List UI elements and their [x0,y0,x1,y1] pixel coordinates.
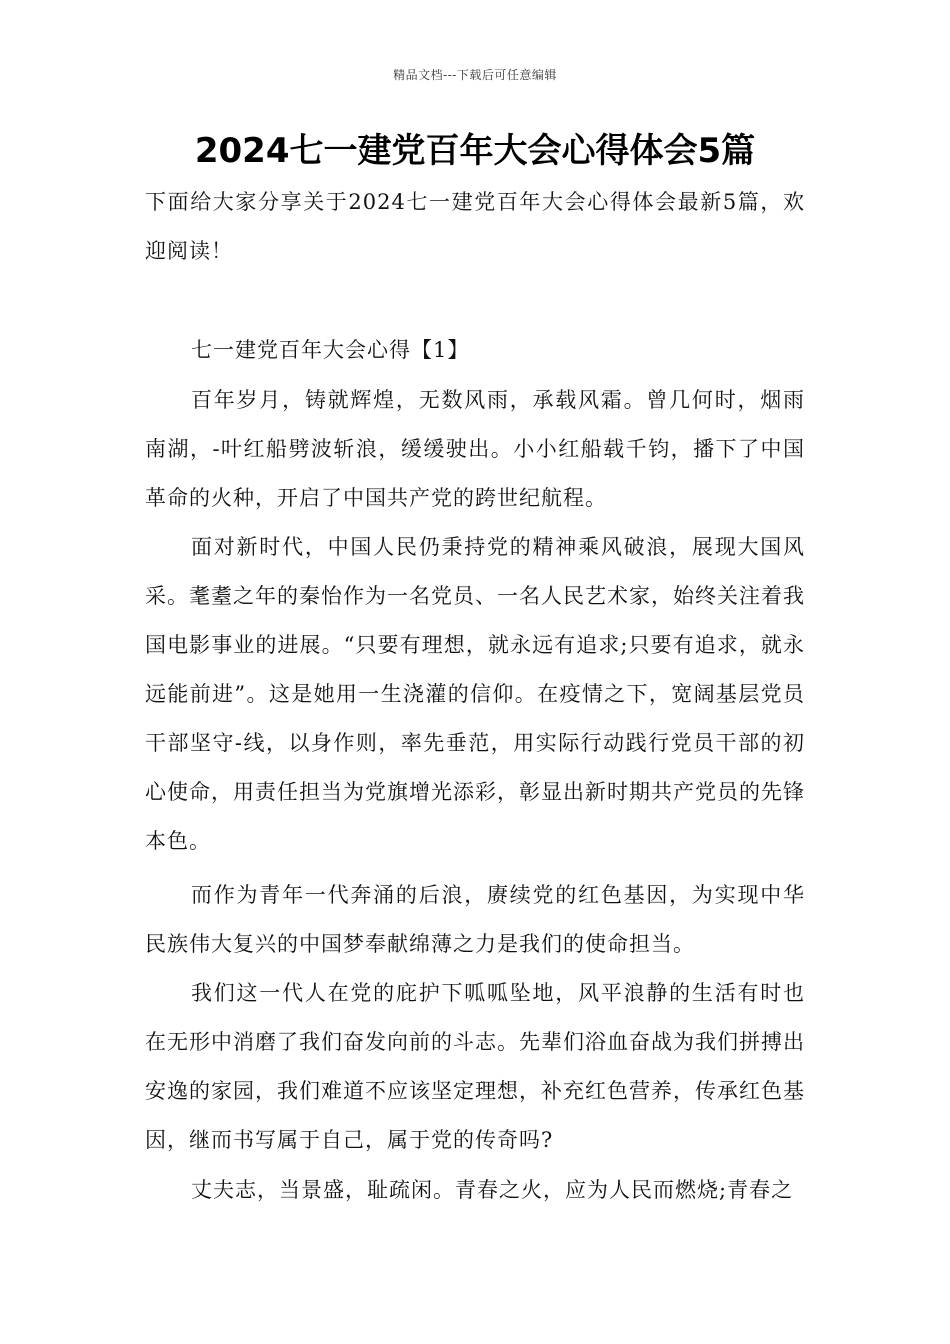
paragraph-4: 我们这一代人在党的庇护下呱呱坠地，风平浪静的生活有时也在无形中消磨了我们奋发向前的斗志。先辈们浴血奋战为我们拼搏出安逸的家园，我们难道不应该坚定理想，补充红色营养，传承红色基因，继而书写属于自己，属于党的传奇吗? [145,981,805,1152]
paragraph-2: 面对新时代，中国人民仍秉持党的精神乘风破浪，展现大国风采。耄耋之年的秦怡作为一名党员、一名人民艺术家，始终关注着我国电影事业的进展。“只要有理想，就永远有追求;只要有追求，就永远能前进”。这是她用一生浇灌的信仰。在疫情之下，宽阔基层党员干部坚守-线，以身作则，率先垂范，用实际行动践行党员干部的初心使命，用责任担当为党旗增光添彩，彰显出新时期共产党员的先锋本色。 [145,535,805,853]
paragraph-3: 而作为青年一代奔涌的后浪，赓续党的红色基因，为实现中华民族伟大复兴的中国梦奉献绵薄之力是我们的使命担当。 [145,883,805,956]
intro-paragraph: 下面给大家分享关于2024七一建党百年大会心得体会最新5篇，欢迎阅读！ [145,190,805,263]
header-note: 精品文档---下载后可任意编辑 [393,68,557,82]
paragraph-5: 丈夫志，当景盛，耻疏闲。青春之火，应为人民而燃烧;青春之 [191,1178,794,1202]
paragraph-1: 百年岁月，铸就辉煌，无数风雨，承载风霜。曾几何时，烟雨南湖，-叶红船劈波斩浪，缓缓驶出。小小红船载千钧，播下了中国革命的火种，开启了中国共产党的跨世纪航程。 [145,388,805,510]
section-heading: 七一建党百年大会心得【1】 [191,338,470,362]
document-title: 2024七一建党百年大会心得体会5篇 [194,131,756,171]
